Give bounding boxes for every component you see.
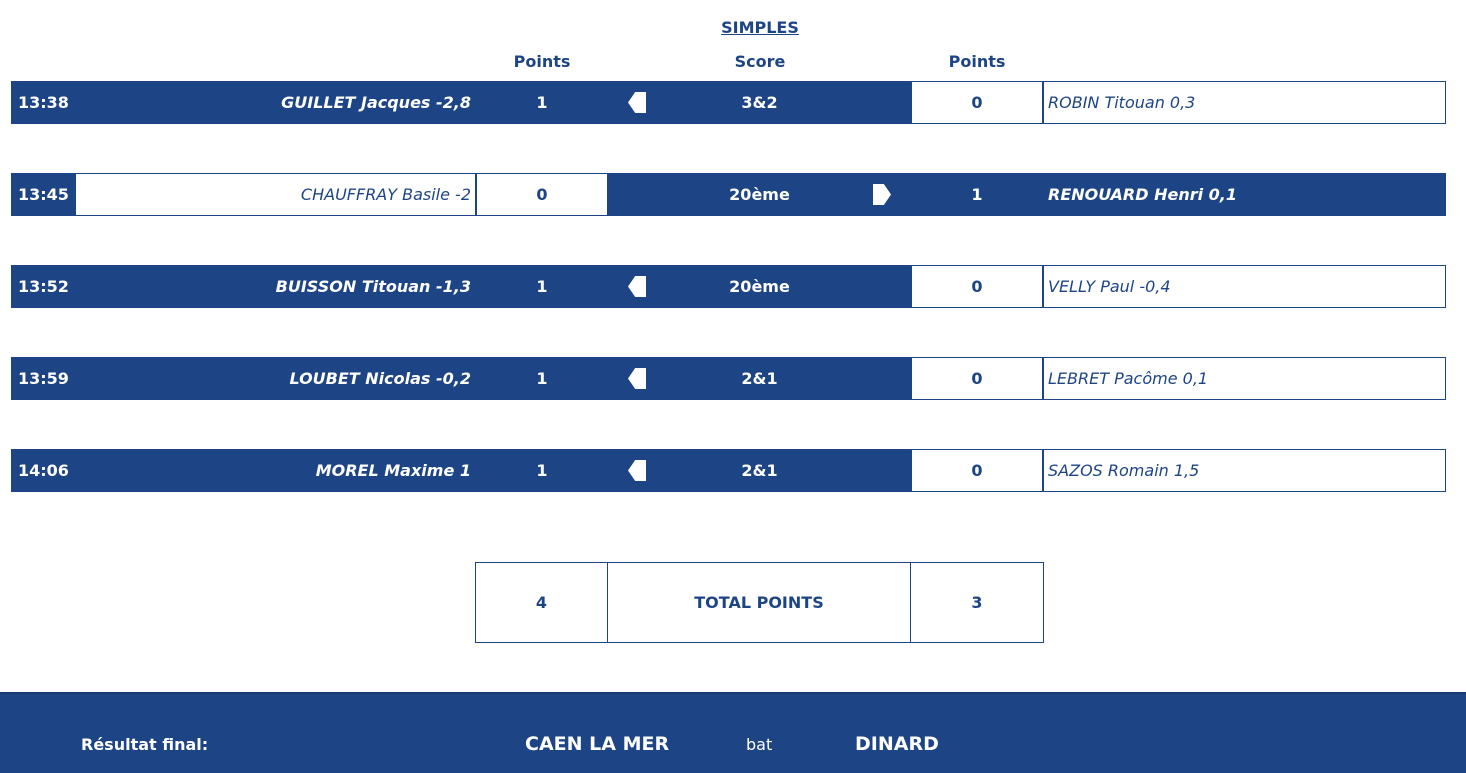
left-points: 1 (476, 449, 608, 492)
final-result-bar (0, 692, 1466, 773)
match-row (11, 173, 1446, 216)
left-player: LOUBET Nicolas -0,2 (75, 357, 476, 400)
match-row (11, 357, 1446, 400)
total-right-points: 3 (910, 562, 1044, 643)
final-result-verb: bat (746, 735, 773, 754)
match-score: 3&2 (608, 81, 911, 124)
match-row (11, 265, 1446, 308)
right-player: VELLY Paul -0,4 (1043, 265, 1446, 308)
match-score: 2&1 (608, 449, 911, 492)
match-time: 13:38 (11, 81, 75, 124)
match-row (11, 449, 1446, 492)
match-row (11, 81, 1446, 124)
match-time: 13:59 (11, 357, 75, 400)
final-result-label: Résultat final: (81, 735, 209, 754)
left-points: 0 (476, 173, 608, 216)
left-player: MOREL Maxime 1 (75, 449, 476, 492)
right-points: 1 (911, 173, 1043, 216)
left-player: BUISSON Titouan -1,3 (75, 265, 476, 308)
right-points: 0 (911, 265, 1043, 308)
right-player: RENOUARD Henri 0,1 (1043, 173, 1446, 216)
left-points: 1 (476, 81, 608, 124)
match-time: 13:45 (11, 173, 75, 216)
left-player: CHAUFFRAY Basile -2 (75, 173, 476, 216)
right-points: 0 (911, 357, 1043, 400)
final-result-winner: CAEN LA MER (525, 733, 670, 755)
right-player: LEBRET Pacôme 0,1 (1043, 357, 1446, 400)
total-left-points: 4 (475, 562, 608, 643)
match-time: 13:52 (11, 265, 75, 308)
match-score: 20ème (608, 173, 911, 216)
match-score: 20ème (608, 265, 911, 308)
col-header-points-left: Points (513, 52, 571, 71)
section-title: SIMPLES (721, 18, 799, 37)
left-points: 1 (476, 357, 608, 400)
right-points: 0 (911, 449, 1043, 492)
right-player: ROBIN Titouan 0,3 (1043, 81, 1446, 124)
left-points: 1 (476, 265, 608, 308)
col-header-score: Score (734, 52, 786, 71)
total-label: TOTAL POINTS (607, 562, 911, 643)
match-score: 2&1 (608, 357, 911, 400)
totals-row (475, 562, 1044, 643)
col-header-points-right: Points (948, 52, 1006, 71)
right-player: SAZOS Romain 1,5 (1043, 449, 1446, 492)
match-time: 14:06 (11, 449, 75, 492)
left-player: GUILLET Jacques -2,8 (75, 81, 476, 124)
final-result-loser: DINARD (855, 733, 939, 755)
right-points: 0 (911, 81, 1043, 124)
